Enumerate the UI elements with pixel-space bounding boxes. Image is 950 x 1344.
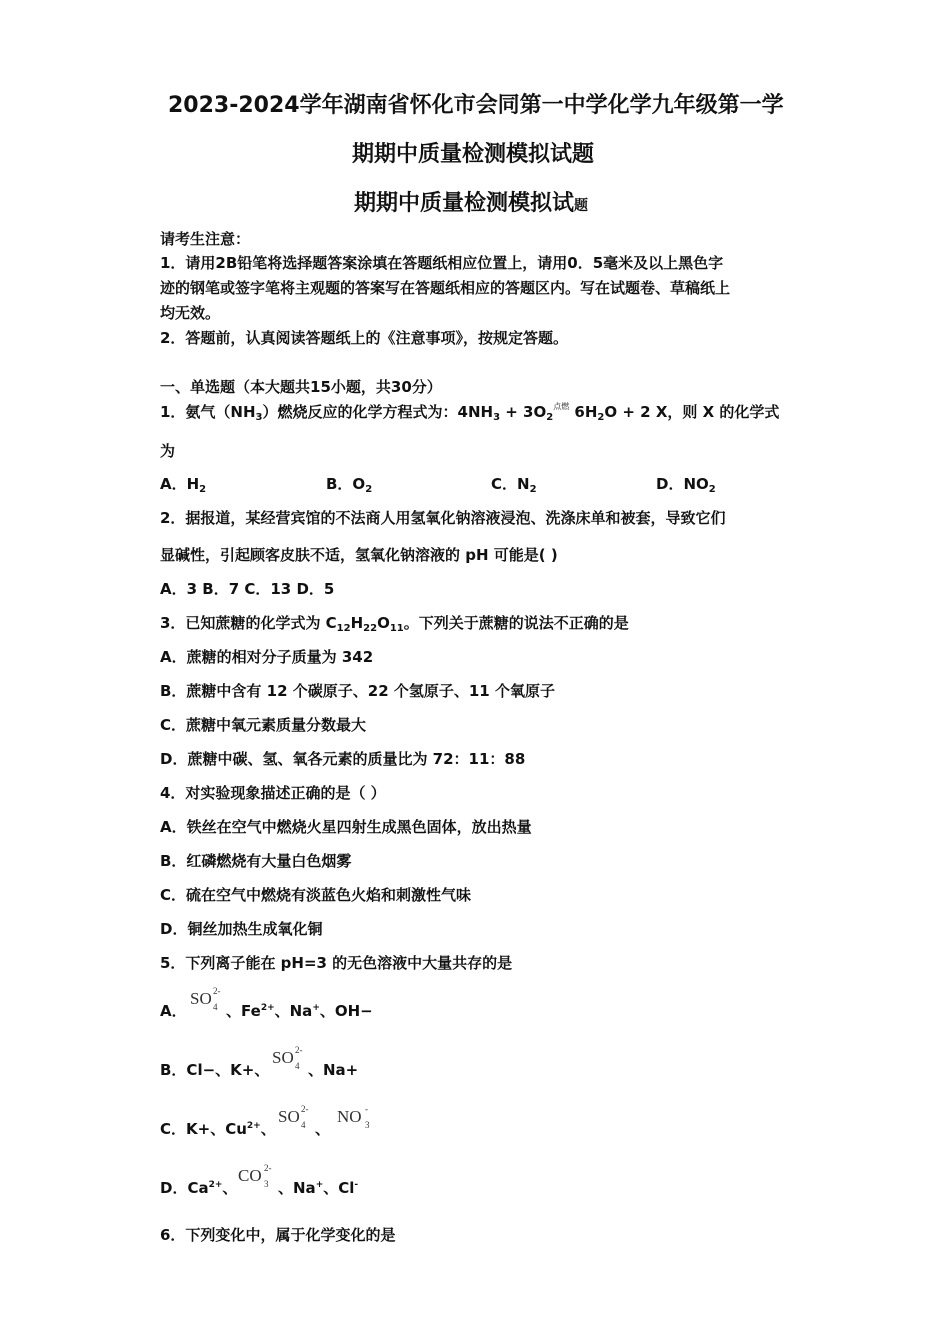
- notice-heading: 请考生注意：: [160, 230, 251, 248]
- page-subtitle: [354, 186, 588, 217]
- q5-option-c-sep: 、: [315, 1120, 331, 1138]
- q5-option-b-rest: 、Na+: [308, 1061, 359, 1079]
- q2-options: A．3 B．7 C．13 D．5: [160, 580, 335, 598]
- notice-item1-line1: 1．请用2B铅笔将选择题答案涂填在答题纸相应位置上，请用0．5毫米及以上黑色字: [160, 254, 724, 272]
- q3-option-a: A．蔗糖的相对分子质量为 342: [160, 648, 374, 666]
- question-6-stem: 6．下列变化中，属于化学变化的是: [160, 1226, 396, 1244]
- q1-option-b: B．$O_2$: [326, 475, 373, 495]
- page-title-line2: 期期中质量检测模拟试题: [352, 142, 595, 167]
- q1-text-e: O + 2 X，则 X 的化学式: [604, 403, 780, 421]
- q5-option-d-label: D．$Ca^{2+}$、: [160, 1179, 238, 1197]
- q1-option-a: A．$H_2$: [160, 475, 207, 495]
- q3-option-d: D．蔗糖中碳、氢、氧各元素的质量比为 72：11：88: [160, 750, 526, 768]
- section-heading: 一、单选题（本大题共15小题，共30分）: [160, 378, 442, 396]
- q4-option-c: C．硫在空气中燃烧有淡蓝色火焰和刺激性气味: [160, 886, 472, 904]
- q4-option-a: A．铁丝在空气中燃烧火星四射生成黑色固体，放出热量: [160, 818, 532, 836]
- page-title-line1: 2023-2024学年湖南省怀化市会同第一中学化学九年级第一学: [168, 93, 784, 118]
- q1-reaction-condition: 点燃: [553, 402, 570, 411]
- q1-text-d: 6H: [569, 403, 598, 421]
- question-1-line2: 为: [160, 442, 176, 460]
- q3-option-b: B．蔗糖中含有 12 个碳原子、22 个氢原子、11 个氧原子: [160, 682, 555, 700]
- question-5-stem: 5．下列离子能在 pH=3 的无色溶液中大量共存的是: [160, 954, 513, 972]
- q1-text-c: + 3O: [500, 403, 547, 421]
- subtitle-tail: 题: [574, 198, 589, 214]
- q5-option-b-label: B．Cl−、K+、: [160, 1061, 270, 1079]
- question-1-stem: [160, 401, 779, 422]
- q5-option-a-label: A．: [160, 1002, 187, 1020]
- q1-text-b: ）燃烧反应的化学方程式为：4NH: [262, 403, 494, 421]
- sulfate-ion: SO 2- 4: [190, 986, 221, 1012]
- q1-sub: 3: [493, 412, 501, 423]
- q5-option-d-rest: 、Na+、Cl-: [278, 1179, 359, 1197]
- q3-option-c: C．蔗糖中氧元素质量分数最大: [160, 716, 367, 734]
- q5-option-a-rest: 、$Fe^{2+}$、Na+、OH−: [226, 1002, 373, 1020]
- q4-option-d: D．铜丝加热生成氧化铜: [160, 920, 323, 938]
- sulfate-ion: SO 2- 4: [272, 1045, 303, 1071]
- q1-sub: 2: [597, 412, 605, 423]
- q1-sub: 2: [546, 412, 554, 423]
- notice-item2: 2．答题前，认真阅读答题纸上的《注意事项》，按规定答题。: [160, 329, 568, 347]
- q5-option-c-label: C．K+、$Cu^{2+}$、: [160, 1120, 276, 1138]
- notice-item1-line3: 均无效。: [160, 304, 221, 322]
- subtitle-main: 期期中质量检测模拟试: [354, 191, 575, 216]
- q1-option-c: C．$N_2$: [491, 475, 537, 495]
- q1-text-a: 1．氨气（NH: [160, 403, 256, 421]
- carbonate-ion: CO 2- 3: [238, 1163, 272, 1189]
- nitrate-ion: NO - 3: [337, 1104, 370, 1130]
- q1-option-d: D．$NO_2$: [656, 475, 716, 495]
- q1-sub: 3: [255, 412, 263, 423]
- sulfate-ion: SO 2- 4: [278, 1104, 309, 1130]
- question-3-stem: 3．已知蔗糖的化学式为 $C_{12}H_{22}O_{11}$。下列关于蔗糖的说法不正确的是: [160, 614, 629, 634]
- question-2-line2: 显碱性，引起顾客皮肤不适，氢氧化钠溶液的 pH 可能是( ): [160, 546, 558, 564]
- question-2-line1: 2．据报道，某经营宾馆的不法商人用氢氧化钠溶液浸泡、洗涤床单和被套，导致它们: [160, 509, 726, 527]
- q4-option-b: B．红磷燃烧有大量白色烟雾: [160, 852, 352, 870]
- notice-item1-line2: 迹的钢笔或签字笔将主观题的答案写在答题纸相应的答题区内。写在试题卷、草稿纸上: [160, 279, 731, 297]
- question-4-stem: 4．对实验现象描述正确的是（ ）: [160, 784, 386, 802]
